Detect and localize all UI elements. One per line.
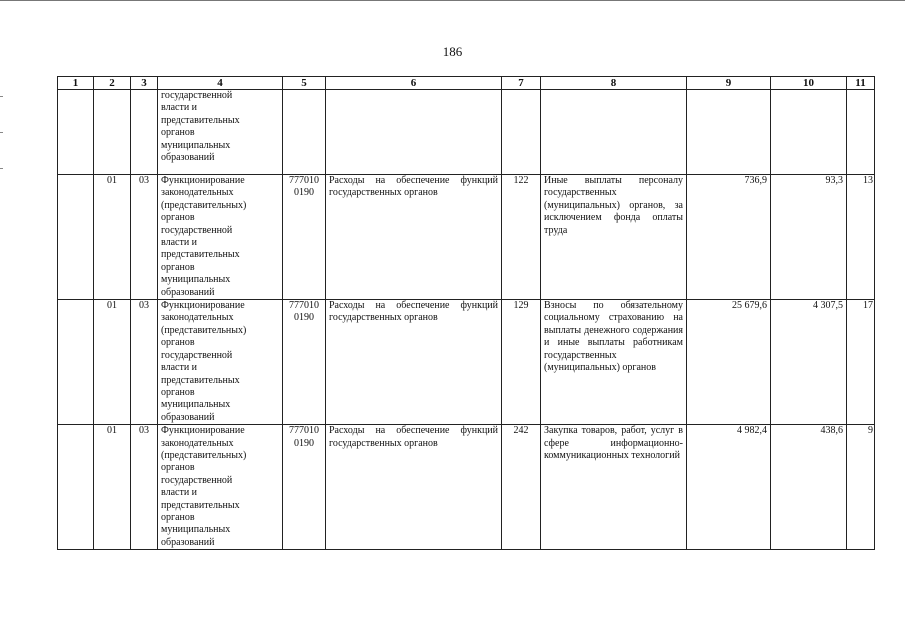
table-cell [94,90,131,175]
section-code-cell: 01 [94,175,131,300]
table-cell [541,90,687,175]
column-header: 8 [541,77,687,90]
expense-type-code-cell: 122 [502,175,541,300]
column-header: 1 [58,77,94,90]
article-name-cell: Расходы на обеспечение функций государственных органов [326,175,502,300]
target-article-cell: 777010 0190 [283,175,326,300]
actual-amount-cell: 438,6 [771,425,847,550]
table-header-row [58,77,875,90]
page-number: 186 [442,44,463,59]
expense-type-name-cell: Взносы по обязательному социальному страхованию на выплаты денежного содержания и иные выплаты работникам государственных (муниципальных) органов [541,300,687,425]
subsection-code-cell: 03 [131,175,158,300]
article-name-cell: Расходы на обеспечение функций государственных органов [326,425,502,550]
col1-cell [58,425,94,550]
table-row [58,175,875,300]
table-row [58,300,875,425]
subsection-code-cell: 03 [131,300,158,425]
table-row [58,425,875,550]
section-code-cell: 01 [94,300,131,425]
article-name-cell: Расходы на обеспечение функций государственных органов [326,300,502,425]
column-header: 11 [847,77,875,90]
target-article-cell: 777010 0190 [283,300,326,425]
table-cell [502,90,541,175]
subsection-code-cell: 03 [131,425,158,550]
col1-cell [58,175,94,300]
column-header: 4 [158,77,283,90]
column-header: 6 [326,77,502,90]
percent-cell: 9 [847,425,875,550]
column-header: 5 [283,77,326,90]
binding-margin-mark [0,168,3,169]
percent-cell: 13 [847,175,875,300]
column-header: 7 [502,77,541,90]
table-row-continuation [58,90,875,175]
percent-cell: 17 [847,300,875,425]
table-cell [326,90,502,175]
plan-amount-cell: 736,9 [687,175,771,300]
actual-amount-cell: 4 307,5 [771,300,847,425]
table-cell [283,90,326,175]
table-cell [847,90,875,175]
expense-type-name-cell: Закупка товаров, работ, услуг в сфере информационно-коммуникационных технологий [541,425,687,550]
top-border-line [0,0,905,1]
section-code-cell: 01 [94,425,131,550]
table-cell [58,90,94,175]
table-cell [687,90,771,175]
plan-amount-cell: 25 679,6 [687,300,771,425]
plan-amount-cell: 4 982,4 [687,425,771,550]
column-header: 3 [131,77,158,90]
expense-type-code-cell: 242 [502,425,541,550]
binding-margin-mark [0,96,3,97]
column-header: 2 [94,77,131,90]
target-article-cell: 777010 0190 [283,425,326,550]
column-header: 9 [687,77,771,90]
column-header: 10 [771,77,847,90]
section-name-cell: Функционирование законодательных (представительных) органов государственной власти и представительных органов муниципальных образований [158,300,283,425]
table-cell [771,90,847,175]
section-name-cell: Функционирование законодательных (представительных) органов государственной власти и представительных органов муниципальных образований [158,425,283,550]
expense-type-name-cell: Иные выплаты персоналу государственных (муниципальных) органов, за исключением фонда оплаты труда [541,175,687,300]
actual-amount-cell: 93,3 [771,175,847,300]
table-cell [131,90,158,175]
expense-type-code-cell: 129 [502,300,541,425]
section-name-cell: государственной власти и представительных органов муниципальных образований [158,90,283,175]
binding-margin-mark [0,132,3,133]
budget-table [57,76,875,550]
col1-cell [58,300,94,425]
section-name-cell: Функционирование законодательных (представительных) органов государственной власти и представительных органов муниципальных образований [158,175,283,300]
